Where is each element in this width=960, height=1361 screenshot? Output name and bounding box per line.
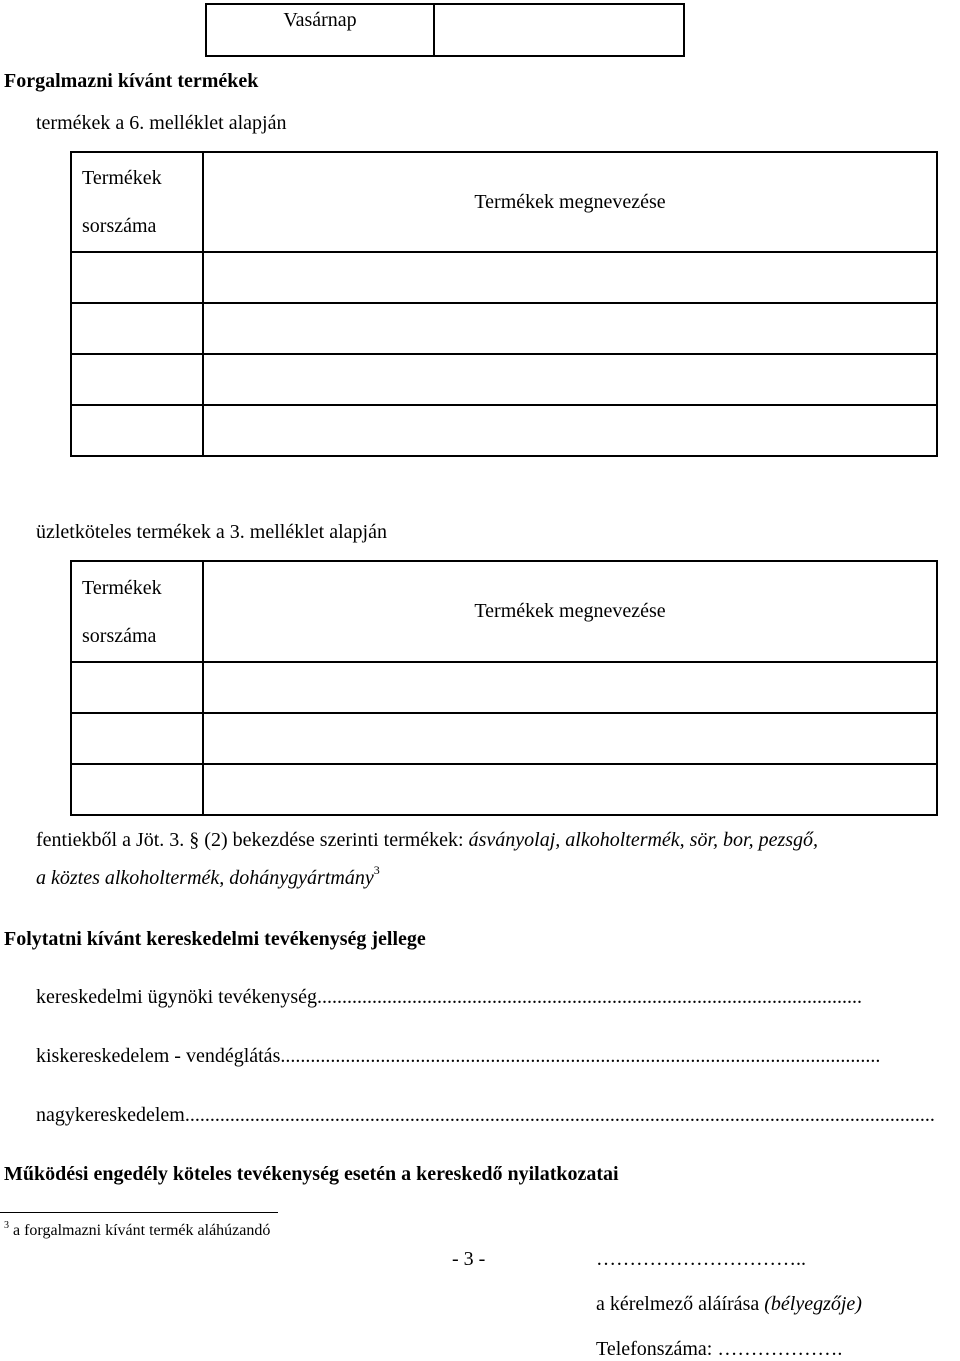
footnote-divider [0, 1212, 278, 1213]
excise-paragraph-line1 [36, 829, 818, 852]
table-cell[interactable] [203, 405, 937, 456]
table-row [71, 354, 937, 405]
signature-label-text: a kérelmező aláírása [596, 1293, 765, 1315]
table-row [71, 764, 937, 815]
header-product-name: Termékek megnevezése [203, 561, 937, 662]
header-serial-line2: sorszáma [82, 624, 157, 647]
excise-paragraph-line2 [36, 863, 380, 890]
paragraph-intro: fentiekből a Jöt. 3. § (2) bekezdése szerinti termékek: [36, 829, 469, 851]
table-row [71, 303, 937, 354]
paragraph-product-list-1: ásványolaj, alkoholtermék, sör, bor, pezsgő, [468, 829, 819, 851]
table-cell[interactable] [203, 713, 937, 764]
activity-label: nagykereskedelem [36, 1104, 185, 1126]
footnote-number: 3 [4, 1220, 9, 1231]
products-table-annex-3 [70, 560, 938, 816]
table-cell[interactable] [71, 354, 203, 405]
header-product-name: Termékek megnevezése [203, 152, 937, 252]
table-row [71, 405, 937, 456]
phone-label: Telefonszáma: [596, 1338, 718, 1360]
activity-label: kereskedelmi ügynöki tevékenység [36, 986, 318, 1008]
activity-dots: ............................................................................................................. [317, 986, 863, 1008]
table-cell[interactable] [203, 662, 937, 713]
activity-dots: ........................................................................................................................ [280, 1045, 881, 1067]
section-title-activity: Folytatni kívánt kereskedelmi tevékenység jellege [4, 928, 426, 950]
activity-retail-hospitality [36, 1045, 880, 1068]
sunday-label: Vasárnap [283, 9, 357, 31]
signature-line: ………………………….. [596, 1248, 806, 1270]
top-table-label-cell [206, 4, 434, 56]
table-row [71, 252, 937, 303]
phone-dots: ………………. [717, 1338, 843, 1360]
table-cell[interactable] [71, 303, 203, 354]
subtitle-annex-3: üzletköteles termékek a 3. melléklet alapján [36, 521, 387, 543]
table-cell[interactable] [71, 764, 203, 815]
table-row [71, 662, 937, 713]
table-cell[interactable] [203, 354, 937, 405]
section-title-products: Forgalmazni kívánt termékek [4, 70, 259, 92]
activity-dots: ...................................................................................................................................................... [184, 1104, 935, 1126]
footnote-text: a forgalmazni kívánt termék aláhúzandó [13, 1222, 271, 1239]
page-number: - 3 - [452, 1248, 486, 1270]
header-serial-number [71, 561, 203, 662]
section-title-declarations: Működési engedély köteles tevékenység esetén a kereskedő nyilatkozatai [4, 1163, 619, 1185]
table-row [71, 713, 937, 764]
footnote [4, 1222, 270, 1240]
products-table-annex-6 [70, 151, 938, 457]
table-cell[interactable] [71, 405, 203, 456]
footnote-reference: 3 [373, 863, 380, 877]
table-cell[interactable] [71, 662, 203, 713]
activity-agent [36, 986, 862, 1009]
phone-number-field [596, 1338, 842, 1361]
activity-label: kiskereskedelem - vendéglátás [36, 1045, 281, 1067]
table-cell[interactable] [203, 252, 937, 303]
table-header-row [71, 561, 937, 662]
header-serial-number [71, 152, 203, 252]
header-serial-line1: Termékek [82, 167, 162, 189]
signature-label-stamp: (bélyegzője) [764, 1293, 862, 1315]
activity-wholesale [36, 1104, 935, 1127]
subtitle-annex-6: termékek a 6. melléklet alapján [36, 112, 287, 134]
table-cell[interactable] [71, 713, 203, 764]
table-cell[interactable] [71, 252, 203, 303]
table-header-row [71, 152, 937, 252]
signature-label [596, 1293, 862, 1316]
top-table [205, 3, 685, 57]
table-cell[interactable] [203, 764, 937, 815]
paragraph-product-list-2: a köztes alkoholtermék, dohánygyártmány [36, 867, 374, 889]
header-serial-line2: sorszáma [82, 215, 157, 237]
table-cell[interactable] [203, 303, 937, 354]
top-table-value-cell[interactable] [434, 4, 684, 56]
header-serial-line1: Termékek [82, 576, 162, 599]
